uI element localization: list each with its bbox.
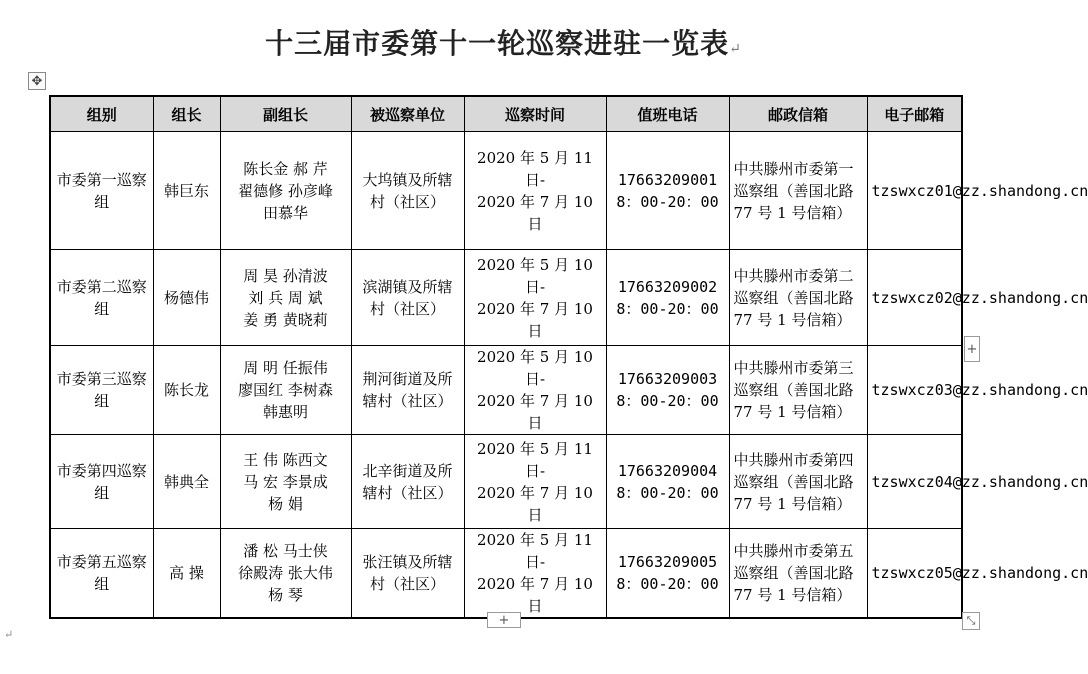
cell-unit-text: 张汪镇及所辖村（社区）	[362, 553, 453, 593]
header-phone[interactable]: 值班电话	[606, 96, 729, 132]
paragraph-mark-icon: ↵	[4, 628, 14, 641]
cell-email[interactable]	[867, 346, 1088, 435]
cell-post[interactable]	[729, 132, 867, 250]
cell-time[interactable]	[464, 250, 606, 346]
cell-post[interactable]	[729, 346, 867, 435]
cell-group[interactable]	[50, 346, 153, 435]
cell-post-text: 中共滕州市委第四巡察组（善国北路 77 号 1 号信箱）	[733, 450, 854, 513]
cell-email-text: tzswxcz03@zz.shandong.cn	[871, 381, 1088, 399]
table-row	[50, 529, 962, 619]
document-title	[0, 22, 1007, 62]
cell-group[interactable]	[50, 132, 153, 250]
header-deputy[interactable]: 副组长	[220, 96, 351, 132]
cell-unit-text: 荆河街道及所辖村（社区）	[362, 370, 453, 410]
header-email[interactable]: 电子邮箱	[867, 96, 962, 132]
cell-time[interactable]	[464, 132, 606, 250]
cell-time-text: 2020 年 5 月 10 日-	[477, 348, 593, 388]
cell-leader-text: 杨德伟	[163, 288, 209, 307]
document-title-text: 十三届市委第十一轮巡察进驻一览表	[265, 27, 730, 60]
cell-post-text: 中共滕州市委第五巡察组（善国北路 77 号 1 号信箱）	[733, 542, 854, 604]
cell-group[interactable]	[50, 529, 153, 619]
cell-phone-text: 8：00-20：00	[616, 483, 719, 502]
cell-time-text: 2020 年 7 月 10 日	[477, 575, 593, 615]
cell-phone-text: 8：00-20：00	[616, 299, 719, 318]
cell-unit-text: 北辛街道及所辖村（社区）	[362, 461, 453, 502]
table-header-row	[50, 96, 962, 132]
cell-unit-text: 大坞镇及所辖村（社区）	[362, 170, 453, 211]
header-group[interactable]: 组别	[50, 96, 153, 132]
cell-deputy-text: 周 昊 孙清波	[243, 266, 328, 285]
cell-leader[interactable]	[153, 529, 220, 619]
cell-email[interactable]	[867, 132, 1088, 250]
table-resize-handle-icon[interactable]: ⤡	[962, 612, 980, 630]
cell-time[interactable]	[464, 346, 606, 435]
cell-email-text: tzswxcz05@zz.shandong.cn	[871, 564, 1088, 582]
cell-unit-text: 滨湖镇及所辖村（社区）	[362, 277, 453, 318]
cell-deputy-text: 王 伟 陈西文	[243, 450, 328, 469]
add-column-button[interactable]: +	[964, 336, 980, 362]
cell-email-text: tzswxcz04@zz.shandong.cn	[871, 472, 1088, 491]
cell-time-text: 2020 年 5 月 11 日-	[477, 148, 593, 189]
table-row	[50, 250, 962, 346]
cell-deputy-text: 翟德修 孙彦峰	[238, 181, 333, 200]
cell-deputy-text: 刘 兵 周 斌	[248, 288, 323, 307]
cell-deputy-text: 潘 松 马士侠	[243, 542, 328, 560]
header-leader[interactable]: 组长	[153, 96, 220, 132]
cell-time[interactable]	[464, 529, 606, 619]
table-row	[50, 346, 962, 435]
cell-phone-text: 17663209005	[617, 553, 718, 571]
cell-leader[interactable]	[153, 132, 220, 250]
cell-deputy[interactable]	[220, 132, 351, 250]
table-row	[50, 132, 962, 250]
cell-phone-text: 17663209003	[617, 370, 718, 388]
cell-group-text: 市委第二巡察组	[56, 277, 147, 318]
cell-unit[interactable]	[351, 346, 464, 435]
cell-phone[interactable]	[606, 250, 729, 346]
cell-post-text: 中共滕州市委第一巡察组（善国北路 77 号 1 号信箱）	[733, 159, 854, 222]
cell-time-text: 2020 年 5 月 11 日-	[477, 531, 593, 571]
cell-phone[interactable]	[606, 132, 729, 250]
cell-email[interactable]	[867, 529, 1088, 619]
cell-group-text: 市委第三巡察组	[56, 370, 147, 410]
inspection-table	[49, 95, 1088, 619]
cell-phone[interactable]	[606, 529, 729, 619]
cell-deputy-text: 徐殿涛 张大伟	[238, 564, 333, 582]
cell-unit[interactable]	[351, 250, 464, 346]
add-row-button[interactable]: +	[487, 612, 521, 628]
cell-phone[interactable]	[606, 346, 729, 435]
cell-time-text: 2020 年 7 月 10 日	[477, 483, 593, 524]
cell-phone-text: 17663209004	[617, 461, 718, 480]
cell-phone-text: 17663209001	[617, 170, 718, 189]
cell-unit[interactable]	[351, 435, 464, 529]
cell-time-text: 2020 年 7 月 10 日	[477, 192, 593, 233]
cell-post-text: 中共滕州市委第三巡察组（善国北路 77 号 1 号信箱）	[733, 359, 854, 421]
cell-deputy-text: 陈长金 郝 芹	[243, 159, 328, 178]
cell-post-text: 中共滕州市委第二巡察组（善国北路 77 号 1 号信箱）	[733, 266, 854, 329]
cell-email-text: tzswxcz01@zz.shandong.cn	[871, 181, 1088, 200]
cell-time-text: 2020 年 5 月 11 日-	[477, 439, 593, 480]
cell-deputy-text: 周 明 任振伟	[243, 359, 328, 377]
cell-deputy-text: 杨 琴	[268, 586, 303, 604]
cell-post[interactable]	[729, 435, 867, 529]
cell-deputy-text: 姜 勇 黄晓莉	[243, 310, 328, 329]
cell-deputy-text: 田慕华	[262, 203, 308, 222]
cell-deputy[interactable]	[220, 529, 351, 619]
cell-unit[interactable]	[351, 132, 464, 250]
cell-group[interactable]	[50, 435, 153, 529]
cell-group-text: 市委第一巡察组	[56, 170, 147, 211]
cell-phone-text: 17663209002	[617, 277, 718, 296]
cell-time-text: 2020 年 7 月 10 日	[477, 299, 593, 340]
cell-email-text: tzswxcz02@zz.shandong.cn	[871, 288, 1088, 307]
header-unit[interactable]: 被巡察单位	[351, 96, 464, 132]
cell-deputy-text: 韩惠明	[262, 403, 308, 421]
cell-leader-text: 韩典全	[163, 472, 209, 491]
table-body	[50, 132, 1088, 619]
cell-phone-text: 8：00-20：00	[616, 392, 719, 410]
cell-group[interactable]	[50, 250, 153, 346]
table-move-handle-icon[interactable]: ✥	[28, 72, 46, 90]
header-post[interactable]: 邮政信箱	[729, 96, 867, 132]
cell-deputy-text: 马 宏 李景成	[243, 472, 328, 491]
cell-deputy[interactable]	[220, 346, 351, 435]
cell-email[interactable]	[867, 435, 1088, 529]
cell-group-text: 市委第五巡察组	[56, 553, 147, 593]
cell-post[interactable]	[729, 529, 867, 619]
cell-time-text: 2020 年 7 月 10 日	[477, 392, 593, 432]
cell-leader[interactable]	[153, 346, 220, 435]
cell-post[interactable]	[729, 250, 867, 346]
cell-leader-text: 高 操	[169, 564, 204, 582]
cell-email[interactable]	[867, 250, 1088, 346]
cell-phone-text: 8：00-20：00	[616, 575, 719, 593]
cell-time-text: 2020 年 5 月 10 日-	[477, 255, 593, 296]
table-row	[50, 435, 962, 529]
cell-deputy[interactable]	[220, 435, 351, 529]
cell-leader-text: 韩巨东	[163, 181, 209, 200]
cell-leader[interactable]	[153, 435, 220, 529]
cell-deputy[interactable]	[220, 250, 351, 346]
header-time[interactable]: 巡察时间	[464, 96, 606, 132]
cell-leader[interactable]	[153, 250, 220, 346]
paragraph-mark-icon: ↵	[729, 41, 742, 57]
cell-deputy-text: 廖国红 李树森	[238, 381, 333, 399]
cell-leader-text: 陈长龙	[163, 381, 209, 399]
cell-group-text: 市委第四巡察组	[56, 461, 147, 502]
cell-deputy-text: 杨 娟	[268, 494, 303, 513]
cell-phone[interactable]	[606, 435, 729, 529]
cell-time[interactable]	[464, 435, 606, 529]
cell-phone-text: 8：00-20：00	[616, 192, 719, 211]
cell-unit[interactable]	[351, 529, 464, 619]
